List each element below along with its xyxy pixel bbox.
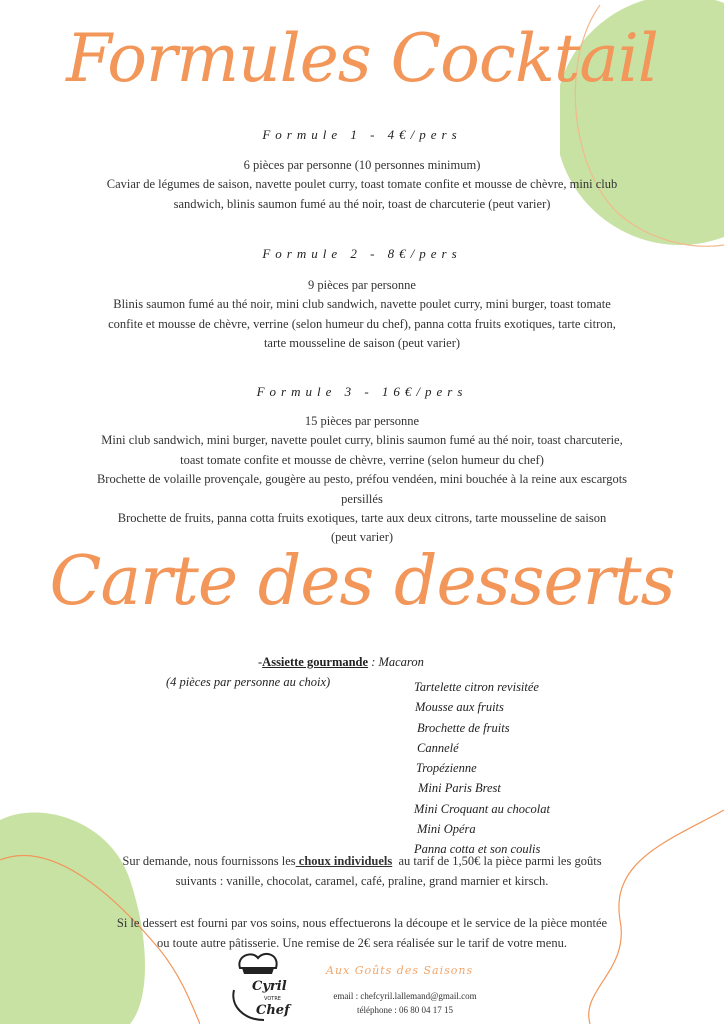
dessert-item: Mousse aux fruits bbox=[415, 700, 504, 715]
formule-3-body bbox=[40, 412, 684, 548]
logo-text-chef: Chef bbox=[256, 1003, 290, 1018]
footer-email: email : chefcyril.lallemand@gmail.com bbox=[333, 991, 477, 1001]
logo-text-votre: VOTRE bbox=[264, 996, 281, 1002]
formule-2-line: Blinis saumon fumé au thé noir, mini club sandwich, navette poulet curry, mini burger, toast tomate bbox=[113, 297, 611, 312]
brand-name: Aux Goûts des Saisons bbox=[326, 964, 474, 977]
dessert-item: Mini Paris Brest bbox=[418, 781, 501, 796]
assiette-first-item: : Macaron bbox=[368, 655, 424, 669]
logo-text-cyril: Cyril bbox=[252, 979, 287, 994]
dessert-item: Mini Croquant au chocolat bbox=[414, 801, 550, 816]
choux-text-before: Sur demande, nous fournissons les bbox=[122, 854, 296, 868]
formule-3-line: (peut varier) bbox=[330, 530, 394, 545]
formule-1-line: Caviar de légumes de saison, navette poulet curry, toast tomate confite et mousse de chèvre, mini club bbox=[106, 177, 618, 192]
green-blob-bottom-left bbox=[0, 800, 200, 1024]
dessert-item: Tropézienne bbox=[416, 761, 477, 776]
orange-swirl-bottom-right bbox=[560, 800, 724, 1024]
formule-2-line: tarte mousseline de saison (peut varier) bbox=[263, 336, 461, 351]
formule-3-line: Mini club sandwich, mini burger, navette poulet curry, blinis saumon fumé au thé noir, toast charcuterie, bbox=[101, 433, 623, 448]
formule-1-line: sandwich, blinis saumon fumé au thé noir, toast de charcuterie (peut varier) bbox=[173, 196, 551, 211]
formule-2-heading: Formule 2 - 8€/pers bbox=[262, 246, 462, 261]
formule-1-line: 6 pièces par personne (10 personnes minimum) bbox=[243, 158, 481, 172]
dessert-item: Cannelé bbox=[417, 740, 459, 755]
choux-individuels: choux individuels bbox=[295, 854, 393, 868]
formule-3-heading: Formule 3 - 16€/pers bbox=[256, 384, 468, 399]
chef-logo bbox=[226, 950, 302, 1024]
decoupe-line-1: Si le dessert est fourni par vos soins, nous effectuerons la découpe et le service de la pièce montée bbox=[116, 916, 608, 930]
dessert-item: Brochette de fruits bbox=[417, 720, 510, 735]
formule-3-line: Brochette de volaille provençale, gougère au pesto, préfou vendéen, mini bouchée à la reine aux escargots bbox=[96, 472, 628, 487]
assiette-gourmande-title: Assiette gourmande bbox=[262, 655, 369, 669]
formule-3-line: 15 pièces par personne bbox=[304, 414, 420, 428]
dessert-item: Panna cotta et son coulis bbox=[414, 842, 541, 857]
formule-3-line: toast tomate confite et mousse de chèvre, verrine (selon humeur du chef) bbox=[180, 452, 544, 467]
decoupe-line-2: ou toute autre pâtisserie. Une remise de 2€ sera réalisée sur le tarif de votre menu. bbox=[157, 936, 567, 950]
choux-text-after: au tarif de 1,50€ la pièce parmi les goûts bbox=[392, 854, 602, 868]
formule-3-line: Brochette de fruits, panna cotta fruits exotiques, tarte aux deux citrons, tarte mousseline de saison bbox=[117, 511, 607, 526]
formule-1-body bbox=[40, 156, 684, 214]
assiette-note: (4 pièces par personne au choix) bbox=[166, 675, 331, 689]
assiette-gourmande-label bbox=[258, 655, 424, 670]
formule-2-body bbox=[40, 276, 684, 354]
dessert-item: Tartelette citron revisitée bbox=[414, 680, 539, 694]
formule-2-line: 9 pièces par personne bbox=[308, 278, 416, 292]
dessert-item: Mini Opéra bbox=[417, 822, 476, 837]
title-formules-cocktail: Formules Cocktail bbox=[66, 20, 658, 97]
assiette-prefix: - bbox=[258, 655, 263, 669]
dessert-list bbox=[412, 677, 550, 860]
choux-paragraph bbox=[40, 851, 684, 891]
footer-phone: téléphone : 06 80 04 17 15 bbox=[357, 1005, 453, 1015]
title-carte-des-desserts: Carte des desserts bbox=[49, 542, 675, 621]
decoupe-paragraph bbox=[40, 913, 684, 953]
formule-2-line: confite et mousse de chèvre, verrine (selon humeur du chef), panna cotta fruits exotiques, tarte citron, bbox=[108, 316, 616, 331]
choux-line-2: suivants : vanille, chocolat, caramel, café, praline, grand marnier et kirsch. bbox=[175, 874, 549, 888]
formule-3-line: persillés bbox=[341, 491, 383, 506]
formule-1-heading: Formule 1 - 4€/pers bbox=[262, 127, 462, 142]
